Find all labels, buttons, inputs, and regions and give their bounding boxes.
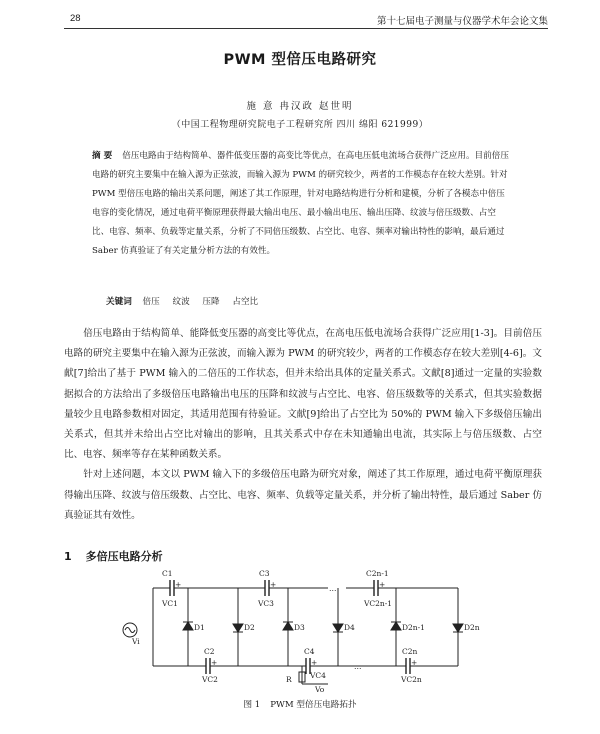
label-plus: +	[311, 658, 318, 667]
figure-caption	[0, 698, 600, 710]
label-c2n-1: C2n-1	[366, 569, 389, 578]
section-title: 多倍压电路分析	[85, 550, 163, 563]
figure-caption-text: PWM 型倍压电路拓扑	[270, 700, 357, 710]
paper-title: PWM 型倍压电路研究	[223, 52, 377, 68]
abstract-label: 摘 要	[92, 151, 113, 161]
label-d2n: D2n	[464, 623, 480, 632]
paper-authors: 施 意 冉汉政 赵世明	[246, 101, 354, 112]
page-number: 28	[70, 13, 81, 24]
label-vi: Vi	[132, 637, 140, 646]
diode-d3	[283, 588, 293, 666]
label-vc1: VC1	[162, 599, 178, 608]
label-vc4: VC4	[310, 671, 326, 680]
diode-d2	[233, 588, 243, 666]
section-heading	[64, 548, 163, 564]
label-d1: D1	[194, 623, 205, 632]
abstract-text: 倍压电路由于结构简单、器件低变压器的高变比等优点，在高电压低电流场合获得广泛应用。目前倍压电路的研究主要集中在输入源为正弦波，而输入源为 PWM 的研究较少，两者的工作模态存在较大差别。针对 PWM 型倍压电路的输出关系问题，阐述了其工作原理，针对电路结构进行分析和建模，分析了各模态中倍压电容的变化情况，通过电荷平衡原理获得最大输出电压、最小输出电压、输出压降、纹波与倍压级数、占空比、电容、频率、负载等定量关系，分析了不同倍压级数、占空比、电容、频率对输出特性的影响，最后通过 Saber 仿真验证了有关定量分析方法的有效性。	[92, 151, 509, 256]
label-c4: C4	[304, 647, 315, 656]
page-header	[64, 12, 548, 29]
keywords-label: 关键词	[106, 297, 132, 307]
keyword: 压降	[202, 297, 220, 307]
label-r: R	[286, 675, 292, 684]
label-d4: D4	[344, 623, 355, 632]
label-plus: +	[211, 658, 218, 667]
figure-number: 图 1	[243, 700, 261, 710]
circuit-diagram	[118, 568, 488, 696]
source-symbol	[125, 628, 135, 633]
body-paragraph: 倍压电路由于结构简单、能降低变压器的高变比等优点，在高电压低电流场合获得广泛应用[1-3]。目前倍压电路的研究主要集中在输入源为正弦波，而输入源为 PWM 的研究较少，两者的工作模态存在较大差别[4-6]。文献[7]给出了基于 PWM 输入的二倍压的工作状态，但并未给出具体的定量关系式。文献[8]通过一定量的实验数据拟合的方法给出了多级倍压电路输出电压的压降和纹波与占空比、电容、倍压级数等的关系式，但其实验数据量较少且电路参数相对固定，其适用范围有待验证。文献[9]给出了占空比为 50%的 PWM 输入下多级倍压输出关系式，但其并未给出占空比对输出的影响，且其关系式中存在未知通输出电流，其实际上与倍压级数、占空比、电容、频率等存在某种函数关系。	[64, 328, 542, 461]
abstract	[92, 147, 512, 261]
diode-d2n	[453, 588, 463, 666]
label-c1: C1	[162, 569, 173, 578]
label-vc3: VC3	[258, 599, 274, 608]
label-plus: +	[175, 580, 182, 589]
diode-d4	[333, 588, 343, 666]
label-d2: D2	[244, 623, 255, 632]
label-d2n-1: D2n-1	[402, 623, 425, 632]
label-c2: C2	[204, 647, 215, 656]
label-plus: +	[270, 580, 277, 589]
label-c2n: C2n	[402, 647, 418, 656]
label-dots: …	[354, 662, 362, 671]
body-text	[64, 324, 542, 526]
keyword: 纹波	[172, 297, 190, 307]
label-dots: …	[329, 584, 337, 593]
journal-title: 第十七届电子测量与仪器学术年会论文集	[376, 16, 548, 27]
label-vc2: VC2	[202, 675, 218, 684]
diode-d1	[183, 588, 193, 666]
diode-d2n-1	[391, 588, 401, 666]
paper-affiliation: （中国工程物理研究院电子工程研究所 四川 绵阳 621999）	[171, 120, 429, 130]
label-c3: C3	[259, 569, 270, 578]
label-vo: Vo	[315, 685, 325, 694]
label-vc2n: VC2n	[401, 675, 422, 684]
label-plus: +	[411, 658, 418, 667]
label-d3: D3	[294, 623, 305, 632]
section-number: 1	[64, 550, 72, 563]
label-vc2n-1: VC2n-1	[364, 599, 393, 608]
keyword: 倍压	[142, 297, 160, 307]
keyword: 占空比	[232, 297, 259, 307]
label-plus: +	[379, 580, 386, 589]
body-paragraph: 针对上述问题，本文以 PWM 输入下的多级倍压电路为研究对象，阐述了其工作原理，通过电荷平衡原理获得输出压降、纹波与倍压级数、占空比、电容、频率、负载等定量关系，并分析了输出特性，最后通过 Saber 仿真验证其有效性。	[64, 469, 542, 521]
keywords	[106, 295, 268, 307]
